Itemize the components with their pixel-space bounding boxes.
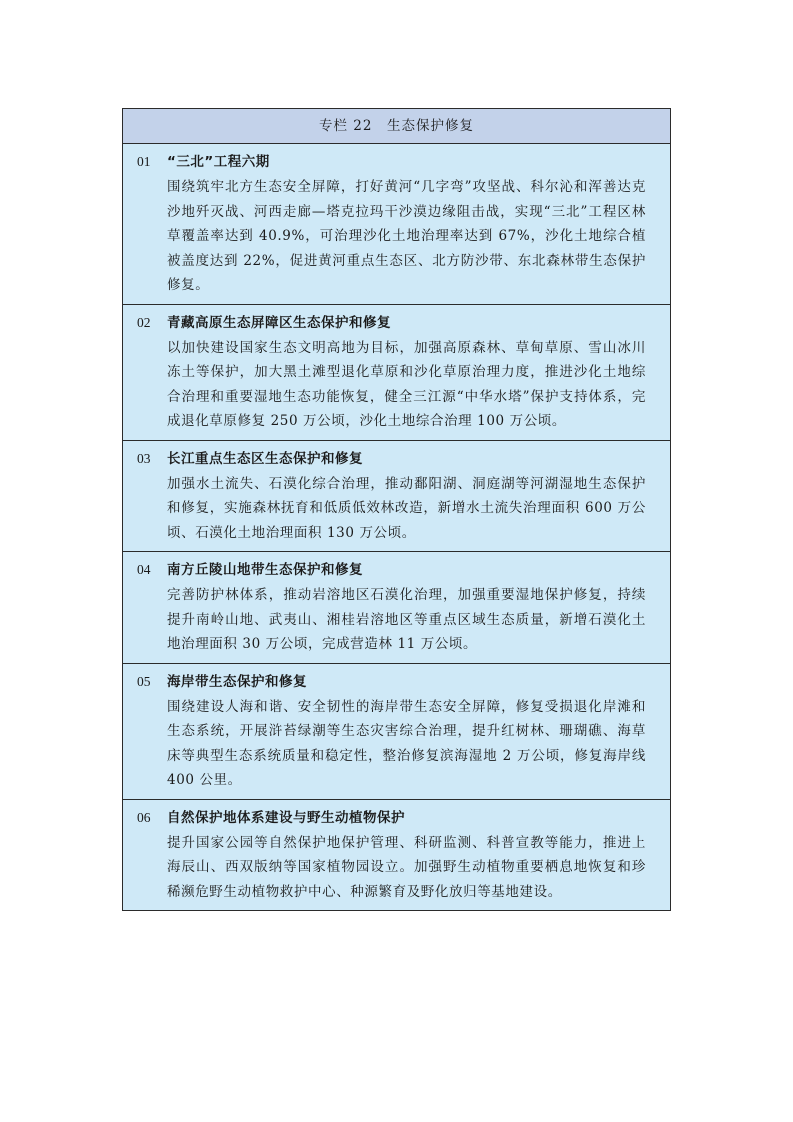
section-number: 06 <box>137 809 151 825</box>
section-header <box>123 448 670 470</box>
section-body: 围绕建设人海和谐、安全韧性的海岸带生态安全屏障，修复受损退化岸滩和生态系统，开展浒苔绿潮等生态灾害综合治理，提升红树林、珊瑚礁、海草床等典型生态系统质量和稳定性，整治修复滨海湿地 2 万公顷，修复海岸线 400 公里。 <box>167 698 646 788</box>
section-title: “三北”工程六期 <box>167 154 270 170</box>
column-panel <box>122 108 671 911</box>
section-title: 海岸带生态保护和修复 <box>167 673 307 690</box>
section-body: 加强水土流失、石漠化综合治理，推动鄱阳湖、洞庭湖等河湖湿地生态保护和修复，实施森林抚育和低质低效林改造，新增水土流失治理面积 600 万公顷、石漠化土地治理面积 130 万公顷。 <box>167 475 646 541</box>
section-header <box>123 807 670 829</box>
section-number: 03 <box>137 450 151 466</box>
section-title: 南方丘陵山地带生态保护和修复 <box>167 562 363 578</box>
section-01 <box>123 144 670 305</box>
section-header <box>123 151 670 173</box>
section-header <box>123 559 670 581</box>
section-title: 长江重点生态区生态保护和修复 <box>167 450 363 467</box>
section-body: 以加快建设国家生态文明高地为目标，加强高原森林、草甸草原、雪山冰川冻土等保护，加大黑土滩型退化草原和沙化草原治理力度，推进沙化土地综合治理和重要湿地生态功能恢复，健全三江源“中华水塔”保护支持体系，完成退化草原修复 250 万公顷，沙化土地综合治理 100 万公顷。 <box>167 339 646 429</box>
section-header <box>123 671 670 693</box>
section-number: 04 <box>137 562 151 577</box>
section-title: 青藏高原生态屏障区生态保护和修复 <box>167 314 391 331</box>
section-title: 自然保护地体系建设与野生动植物保护 <box>167 809 405 826</box>
panel-title: 专栏 22 生态保护修复 <box>123 109 670 144</box>
section-04 <box>123 552 670 664</box>
section-number: 02 <box>137 314 151 330</box>
section-03 <box>123 441 670 553</box>
section-number: 01 <box>137 154 151 169</box>
section-number: 05 <box>137 673 151 689</box>
section-body: 围绕筑牢北方生态安全屏障，打好黄河“几字弯”攻坚战、科尔沁和浑善达克沙地歼灭战、河西走廊—塔克拉玛干沙漠边缘阻击战，实现“三北”工程区林草覆盖率达到 40.9%，可治理沙化土地治理率达到 67%，沙化土地综合植被盖度达到 22%，促进黄河重点生态区、北方防沙带、东北森林带生态保护修复。 <box>167 179 646 293</box>
section-05 <box>123 664 670 800</box>
section-list <box>123 144 670 910</box>
section-body: 完善防护林体系，推动岩溶地区石漠化治理，加强重要湿地保护修复，持续提升南岭山地、武夷山、湘桂岩溶地区等重点区域生态质量，新增石漠化土地治理面积 30 万公顷，完成营造林 11 万公顷。 <box>167 587 646 652</box>
section-06 <box>123 800 670 911</box>
section-body: 提升国家公园等自然保护地保护管理、科研监测、科普宣教等能力，推进上海辰山、西双版纳等国家植物园设立。加强野生动植物重要栖息地恢复和珍稀濒危野生动植物救护中心、种源繁育及野化放归等基地建设。 <box>167 834 646 900</box>
section-header <box>123 312 670 334</box>
section-02 <box>123 305 670 441</box>
